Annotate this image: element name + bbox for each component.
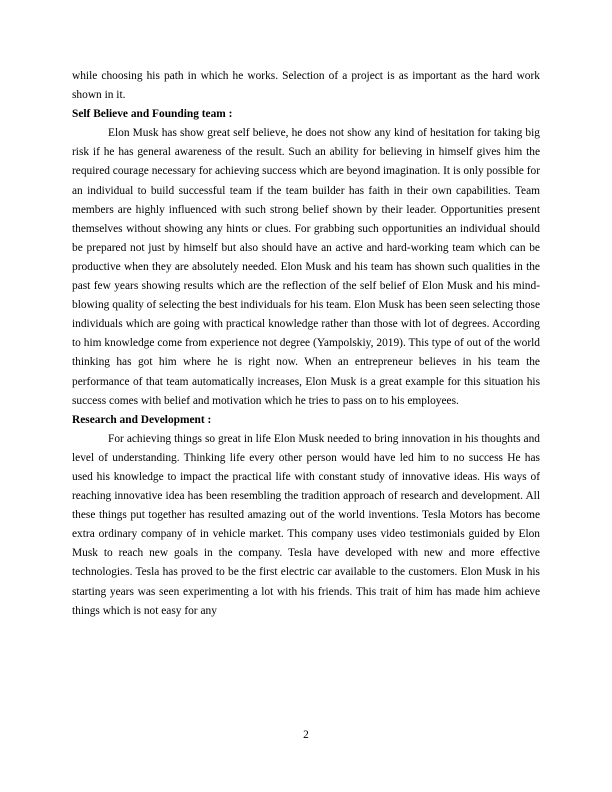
page-number: 2 [303,729,309,741]
section-heading-research-development: Research and Development : [72,413,212,426]
section-body-self-believe: Elon Musk has show great self believe, he does not show any kind of hesitation for taking big risk if he has general awareness of the result. Such an ability for believing in himself gives him the required courage necessary for achieving success which are beyond imagination. It is only possible for an individual to build successful team if the team builder has faith in their own capabilities. Team members are highly influenced with such strong belief shown by their leader. Opportunities present themselves without showing any hints or clues. For grabbing such opportunities an individual should be prepared not just by himself but also should have an active and hard-working team which can be productive when they are absolutely needed. Elon Musk and his team has shown such qualities in the past few years showing results which are the reflection of the self belief of Elon Musk and his mind-blowing quality of selecting the best individuals for his team. Elon Musk has been seen selecting those individuals which are going with practical knowledge rather than those with lot of degrees. According to him knowledge come from experience not degree (Yampolskiy, 2019). This type of out of the world thinking has got him where he is right now. When an entrepreneur believes in his team the performance of that team automatically increases, Elon Musk is a great example for this situation his success comes with belief and motivation which he tries to pass on to his employees. [72,127,540,407]
section-body-research-development: For achieving things so great in life Elon Musk needed to bring innovation in his thoughts and level of understanding. Thinking life every other person would have led him to no success He has used his knowledge to impact the practical life with constant study of innovative ideas. His ways of reaching innovative idea has been resembling the tradition approach of research and development. All these things put together has resulted amazing out of the world inventions. Tesla Motors has become extra ordinary company of in vehicle market. This company uses video testimonials guided by Elon Musk to reach new goals in the company. Tesla have developed with new and more effective technologies. Tesla has proved to be the first electric car available to the customers. Elon Musk in his starting years was seen experimenting a lot with his friends. This trait of him has made him achieve things which is not easy for any [72,432,540,617]
page-body [72,67,540,621]
section-heading-self-believe: Self Believe and Founding team : [72,108,233,121]
intro-paragraph: while choosing his path in which he works. Selection of a project is as important as the hard work shown in it. [72,70,540,102]
